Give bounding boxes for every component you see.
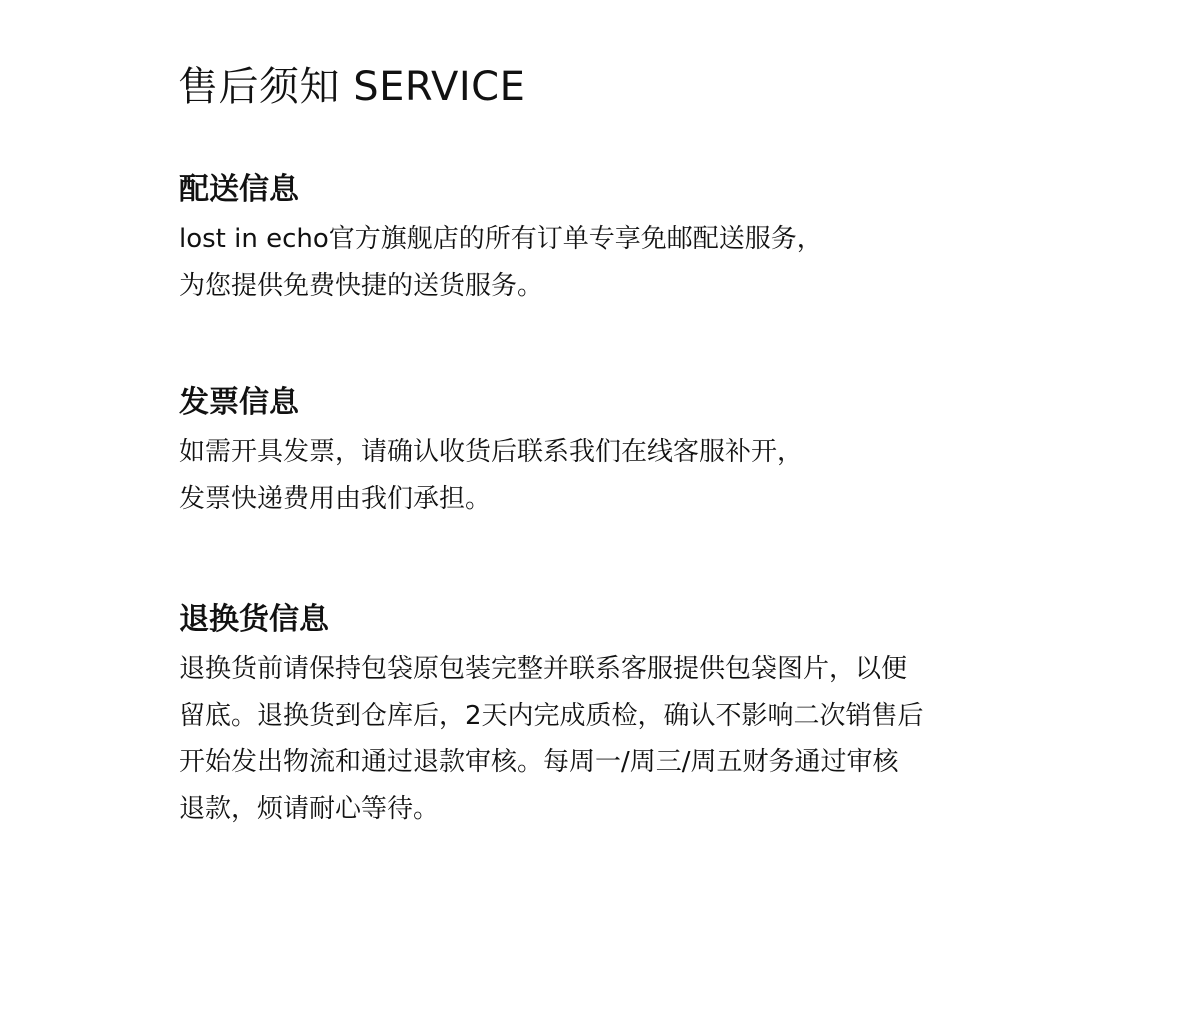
invoice-info-line: 发票快递费用由我们承担。	[179, 483, 492, 514]
return-exchange-section	[179, 600, 1039, 832]
delivery-info-line: 为您提供免费快捷的送货服务。	[179, 270, 544, 301]
page-title: 售后须知 SERVICE	[178, 64, 526, 110]
return-exchange-line: 退换货前请保持包袋原包装完整并联系客服提供包袋图片，以便	[179, 654, 908, 684]
return-exchange-line: 退款，烦请耐心等待。	[179, 793, 440, 824]
return-exchange-line: 留底。退换货到仓库后，2天内完成质检，确认不影响二次销售后	[179, 700, 924, 731]
invoice-info-section	[179, 383, 1039, 522]
invoice-info-line: 如需开具发票，请确认收货后联系我们在线客服补开，	[179, 437, 804, 467]
return-exchange-line: 开始发出物流和通过退款审核。每周一/周三/周五财务通过审核	[179, 747, 899, 777]
delivery-info-body	[179, 216, 1039, 309]
return-exchange-heading: 退换货信息	[179, 602, 329, 637]
delivery-info-line: lost in echo官方旗舰店的所有订单专享免邮配送服务，	[179, 224, 823, 254]
delivery-info-heading: 配送信息	[179, 172, 299, 207]
invoice-info-heading: 发票信息	[179, 385, 299, 420]
return-exchange-body	[179, 646, 1039, 832]
delivery-info-section	[179, 170, 1039, 309]
invoice-info-body	[179, 429, 1039, 522]
